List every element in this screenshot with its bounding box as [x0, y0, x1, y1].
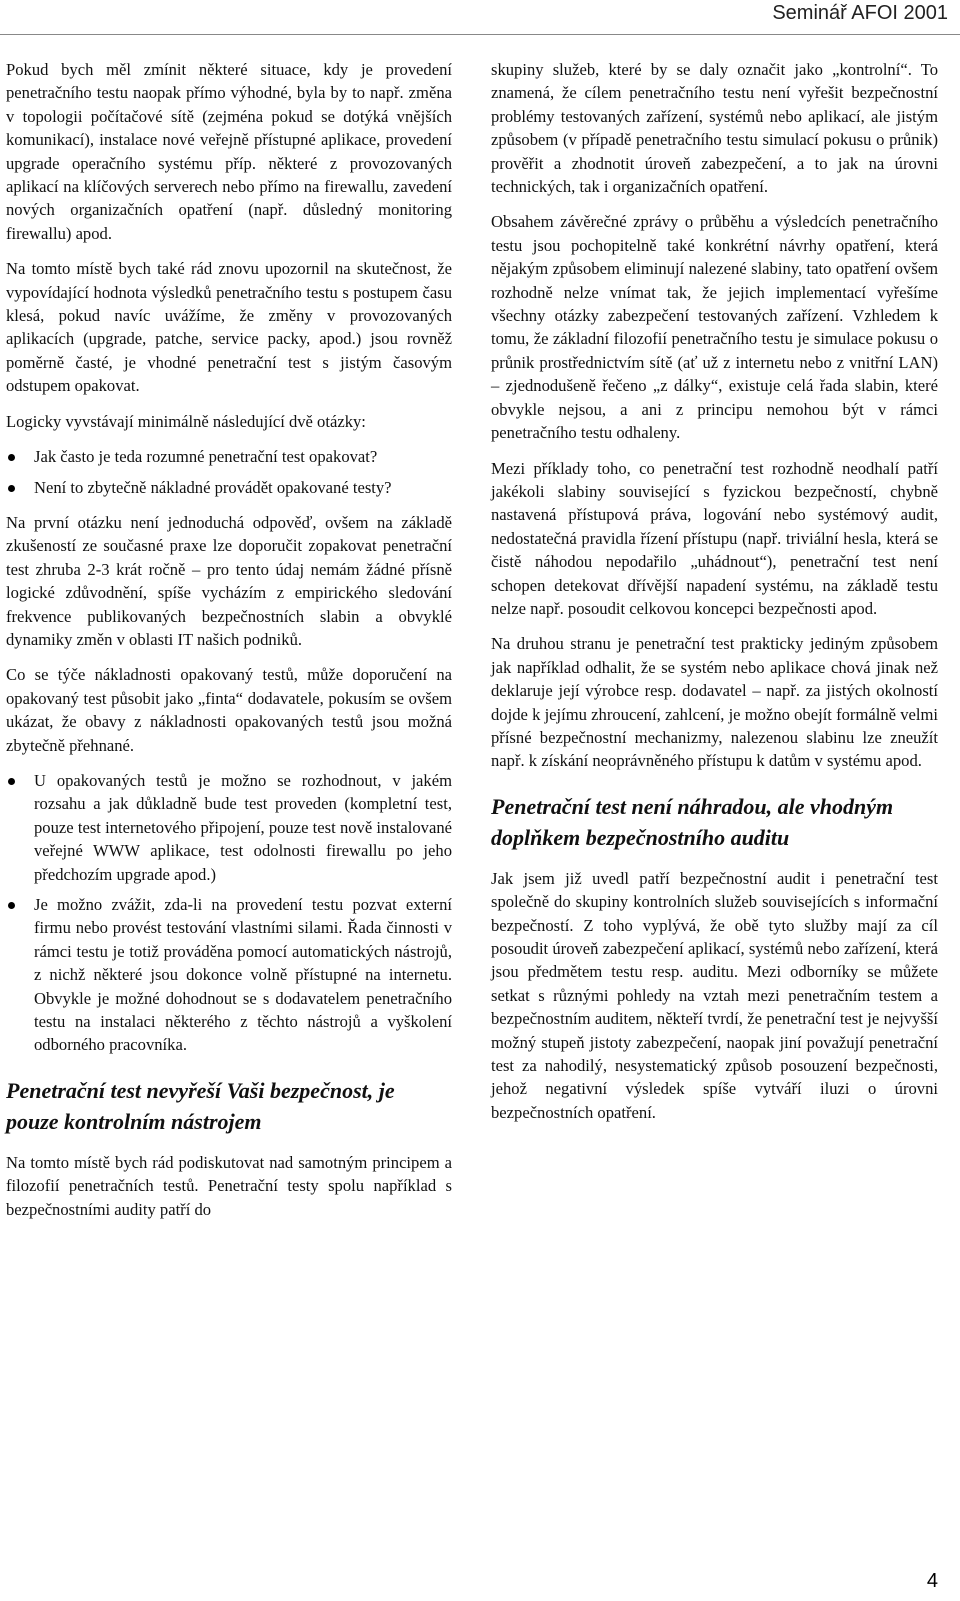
section-heading: Penetrační test není náhradou, ale vhodným doplňkem bezpečnostního auditu — [491, 793, 894, 850]
list-item-text: Jak často je teda rozumné penetrační test opakovat? — [34, 447, 378, 467]
list-item — [6, 769, 452, 886]
paragraph: Na druhou stranu je penetrační test prakticky jediným způsobem jak například odhalit, že se systém nebo aplikace chová jinak než deklaruje její výrobce resp. dodavatel – např. za jistých okolností dojde k jejímu zhroucení, zahlcení, je možno obejít formálně velmi přísné bezpečnostní mechanizmy, nalezenou slabinu lze zneužít např. k získání neoprávněného přístupu k datům v systému apod. — [491, 634, 938, 771]
running-header-title: Seminář AFOI 2001 — [772, 2, 948, 24]
header-rule — [0, 34, 960, 35]
list-item — [6, 476, 452, 499]
paragraph: Logicky vyvstávají minimálně následující dvě otázky: — [6, 411, 366, 431]
list-item-text: U opakovaných testů je možno se rozhodnout, v jakém rozsahu a jak důkladně bude test proveden (kompletní test, pouze test internetového připojení, pouze test nově instalované veřejné WWW aplikace, test odolnosti firewallu po jeho předchozím upgrade apod.) — [34, 770, 452, 884]
bullet-list — [6, 445, 452, 499]
paragraph: Pokud bych měl zmínit některé situace, kdy je provedení penetračního testu naopak přímo výhodné, byla by to např. změna v topologii počítačové sítě (zejména pokud se dotýká vnějších komunikací), instalace nové veřejně přístupné aplikace, provedení upgrade operačního systému příp. některé z provozovaných aplikací na klíčových serverech nebo přímo na firewallu, zavedení nových organizačních opatření (např. důsledný monitoring firewallu) apod. — [6, 60, 452, 243]
paragraph: Na tomto místě bych také rád znovu upozornil na skutečnost, že vypovídající hodnota výsledků penetračního testu s postupem času klesá, pokud navíc uvážíme, že změny v provozovaných aplikacích (upgrade, patche, service packy, apod.) jsou rovněž poměrně časté, je vhodné penetrační test s jistým časovým odstupem opakovat. — [6, 259, 452, 396]
right-column — [491, 58, 938, 1136]
list-item — [6, 893, 452, 1057]
list-item-text: Není to zbytečně nákladné provádět opakované testy? — [34, 477, 392, 497]
bullet-icon — [8, 778, 15, 785]
bullet-icon — [8, 454, 15, 461]
paragraph: Jak jsem již uvedl patří bezpečnostní audit i penetrační test společně do skupiny kontrolních služeb souvisejících s informační bezpečností. Z toho vyplývá, že obě tyto služby mají za cíl posoudit úroveň zabezpečení aplikací, systémů nebo zařízení, která jsou předmětem testu resp. auditu. Mezi odborníky se můžete setkat s různými pohledy na vztah mezi penetračním testem a bezpečnostním auditem, někteří tvrdí, že penetrační test je nejvyšší možný stupeň jistoty zabezpečení, naopak jiní považují penetrační test za nahodilý, nesystematický způsob posouzení bezpečnosti, jehož negativní výsledek spíše vytváří iluzi o úrovni bezpečnostních opatření. — [491, 868, 938, 1122]
paragraph: skupiny služeb, které by se daly označit jako „kontrolní“. To znamená, že cílem penetračního testu není vyřešit bezpečnostní problémy testovaných zařízení, systémů nebo aplikací, ale jistým způsobem (v případě penetračního testu simulací pokusu o průnik) prověřit a zhodnotit úroveň zabezpečení, a to jak na úrovni technických, tak i organizačních opatření. — [491, 60, 938, 197]
list-item — [6, 445, 452, 468]
left-column — [6, 58, 452, 1233]
paragraph: Na tomto místě bych rád podiskutovat nad samotným principem a filozofií penetračních testů. Penetrační testy spolu například s bezpečnostními audity patří do — [6, 1152, 452, 1219]
page-number: 4 — [926, 1570, 938, 1592]
paragraph: Obsahem závěrečné zprávy o průběhu a výsledcích penetračního testu jsou pochopitelně také konkrétní návrhy opatření, která nějakým způsobem eliminují nalezené slabiny, tato opatření ovšem rozhodně nelze vnímat tak, že jejich implementací vyřešíme všechny otázky zabezpečení testovaných zařízení. Vzhledem k tomu, že základní filozofií penetračního testu je simulace pokusu o průnik prostřednictvím sítě (ať už z internetu nebo z vnitřní LAN) – zjednodušeně řečeno „z dálky“, existuje celá řada slabin, které obvykle nejsou, a ani z principu nemohou být v rámci penetračního testu odhaleny. — [491, 212, 938, 443]
paragraph: Co se týče nákladnosti opakovaný testů, může doporučení na opakovaný test působit jako „finta“ dodavatele, pokusím se ovšem ukázat, že obavy z nákladnosti opakovaných testů jsou možná zbytečně přehnané. — [6, 665, 452, 755]
bullet-list — [6, 769, 452, 1057]
paragraph: Mezi příklady toho, co penetrační test rozhodně neodhalí patří jakékoli slabiny související s fyzickou bezpečností, chybně nastavená přístupová práva, logování nebo systémový audit, nedostatečná pravidla řízení přístupu (např. triviální hesla, která se čistě náhodou nepodařilo „uhádnout“), penetrační test není schopen detekovat dřívější napadení systému, na základě testu nelze např. posoudit celkovou koncepci bezpečnosti apod. — [491, 458, 938, 618]
list-item-text: Je možno zvážit, zda-li na provedení testu pozvat externí firmu nebo provést testování vlastními silami. Řada činnosti v rámci testu je totiž prováděna pomocí automatických nástrojů, z nichž některé jsou dokonce volně přístupné na internetu. Obvykle je možné dohodnout se s dodavatelem penetračního testu na instalaci některého z těchto nástrojů a vyškolení odborného pracovníka. — [34, 895, 452, 1055]
bullet-icon — [8, 485, 15, 492]
bullet-icon — [8, 902, 15, 909]
section-heading: Penetrační test nevyřeší Vaši bezpečnost, je pouze kontrolním nástrojem — [6, 1077, 395, 1134]
paragraph: Na první otázku není jednoduchá odpověď, ovšem na základě zkušeností ze současné praxe lze doporučit zopakovat penetrační test zhruba 2-3 krát ročně – pro tento údaj nemám žádné přísně logické zdůvodnění, spíše vycházím z empirického sledování frekvence publikovaných bezpečnostních slabin a obvyklé dynamiky změn v oblasti IT našich podniků. — [6, 512, 452, 649]
